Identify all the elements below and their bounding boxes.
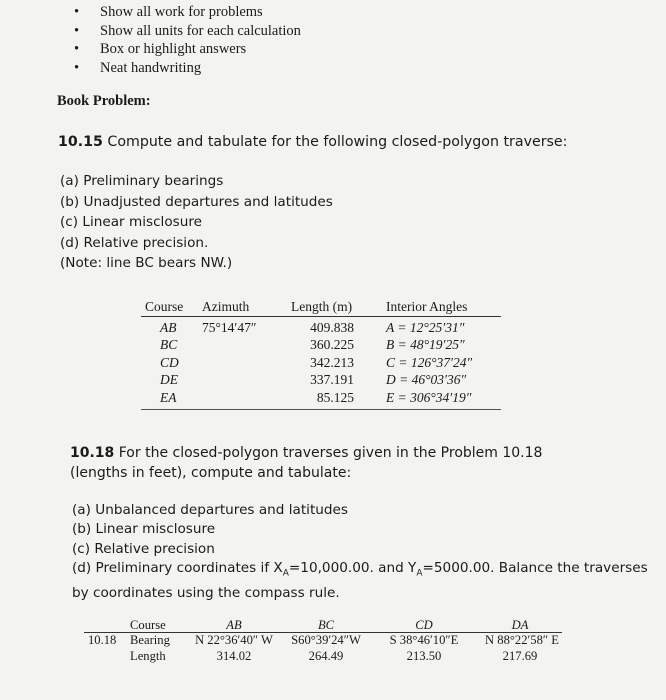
problem-1018-statement <box>70 444 590 483</box>
instruction-item: • Box or highlight answers <box>74 41 247 58</box>
table-cell: 360.225 <box>310 337 354 353</box>
col-cd-bearing: S 38°46′10″E <box>389 633 459 647</box>
part-item: (a) Preliminary bearings <box>60 173 224 189</box>
row-label-bearing: Bearing <box>130 633 170 647</box>
length-column <box>298 319 354 406</box>
angles-column <box>386 319 472 406</box>
col-bc-course: BC <box>317 618 335 632</box>
table-cell: DE <box>160 372 178 388</box>
row-label-length: Length <box>130 649 166 663</box>
table-cell: CD <box>160 354 179 370</box>
bullet-icon: • <box>74 22 80 39</box>
instruction-item: • Show all units for each calculation <box>74 22 301 39</box>
problem-1018-parts <box>72 501 666 604</box>
part-item: (c) Linear misclosure <box>60 214 202 231</box>
part-item: (c) Relative precision <box>72 540 215 557</box>
table-cell: EA <box>160 389 177 405</box>
problem-1015-parts <box>60 171 333 274</box>
table-cell: D = 46°03′36″ <box>386 372 467 388</box>
table-cell: 85.125 <box>316 389 354 405</box>
problem-text: For the closed-polygon traverses given in the Problem 10.18 (lengths in feet), compute and tabulate: <box>70 445 543 481</box>
row-label-course: Course <box>130 618 166 632</box>
header-course: Course <box>145 299 184 314</box>
table-cell: AB <box>160 320 177 335</box>
problem-1015-statement <box>58 134 567 150</box>
col-da-bearing: N 88°22′58″ E <box>485 633 559 647</box>
instruction-item: • Neat handwriting <box>74 59 202 76</box>
part-item: (d) Relative precision. <box>60 234 209 251</box>
col-ab-bearing: N 22°36′40″ W <box>195 633 273 647</box>
table-cell: E = 306°34′19″ <box>386 389 472 405</box>
table-rule <box>141 316 501 317</box>
col-da-length: 217.69 <box>502 649 538 663</box>
table-cell: A = 12°25′31″ <box>386 320 465 335</box>
instruction-list <box>74 3 301 77</box>
table-cell: 75°14′47″ <box>202 320 257 335</box>
bullet-icon: • <box>74 59 80 76</box>
part-note: (Note: line BC bears NW.) <box>60 255 233 272</box>
part-item: (a) Unbalanced departures and latitudes <box>72 502 348 518</box>
table-cell: B = 48°19′25″ <box>386 337 465 353</box>
table-cell: 409.838 <box>310 320 354 335</box>
col-da-course: DA <box>511 618 529 632</box>
problem-number: 10.18 <box>70 445 115 461</box>
table-cell: 337.191 <box>310 372 354 388</box>
bullet-icon: • <box>74 4 80 20</box>
header-azimuth: Azimuth <box>202 299 250 314</box>
problem-text: Compute and tabulate for the following closed-polygon traverse: <box>107 134 568 150</box>
table-cell: 342.213 <box>310 354 354 370</box>
part-item-d: (d) Preliminary coordinates if $X_A=10,000.00$. and $Y_A=5000.00$. Balance the traverses by coordinates using the compass rule. <box>72 560 648 602</box>
col-ab-length: 314.02 <box>216 649 252 663</box>
course-column <box>160 319 179 406</box>
instruction-item: • Show all work for problems <box>74 4 263 20</box>
part-d-suffix: =5000.00. Balance the traverses by coordinates using the compass rule. <box>72 560 648 602</box>
table-rule <box>141 409 501 410</box>
header-angles: Interior Angles <box>386 299 468 314</box>
header-length: Length (m) <box>291 299 353 314</box>
col-bc-bearing: S60°39′24″W <box>291 633 361 647</box>
problem-number: 10.15 <box>58 134 103 150</box>
part-item: (b) Unadjusted departures and latitudes <box>60 193 333 210</box>
bullet-icon: • <box>74 41 80 58</box>
col-cd-length: 213.50 <box>406 649 442 663</box>
section-title: Book Problem: <box>57 93 151 109</box>
col-cd-course: CD <box>415 618 433 632</box>
col-bc-length: 264.49 <box>308 649 344 663</box>
azimuth-column <box>202 319 256 336</box>
part-item: (b) Linear misclosure <box>72 521 216 538</box>
table-cell: C = 126°37′24″ <box>386 354 473 370</box>
table-cell: BC <box>160 337 178 353</box>
col-ab-course: AB <box>226 618 242 632</box>
problem-label: 10.18 <box>88 633 117 647</box>
